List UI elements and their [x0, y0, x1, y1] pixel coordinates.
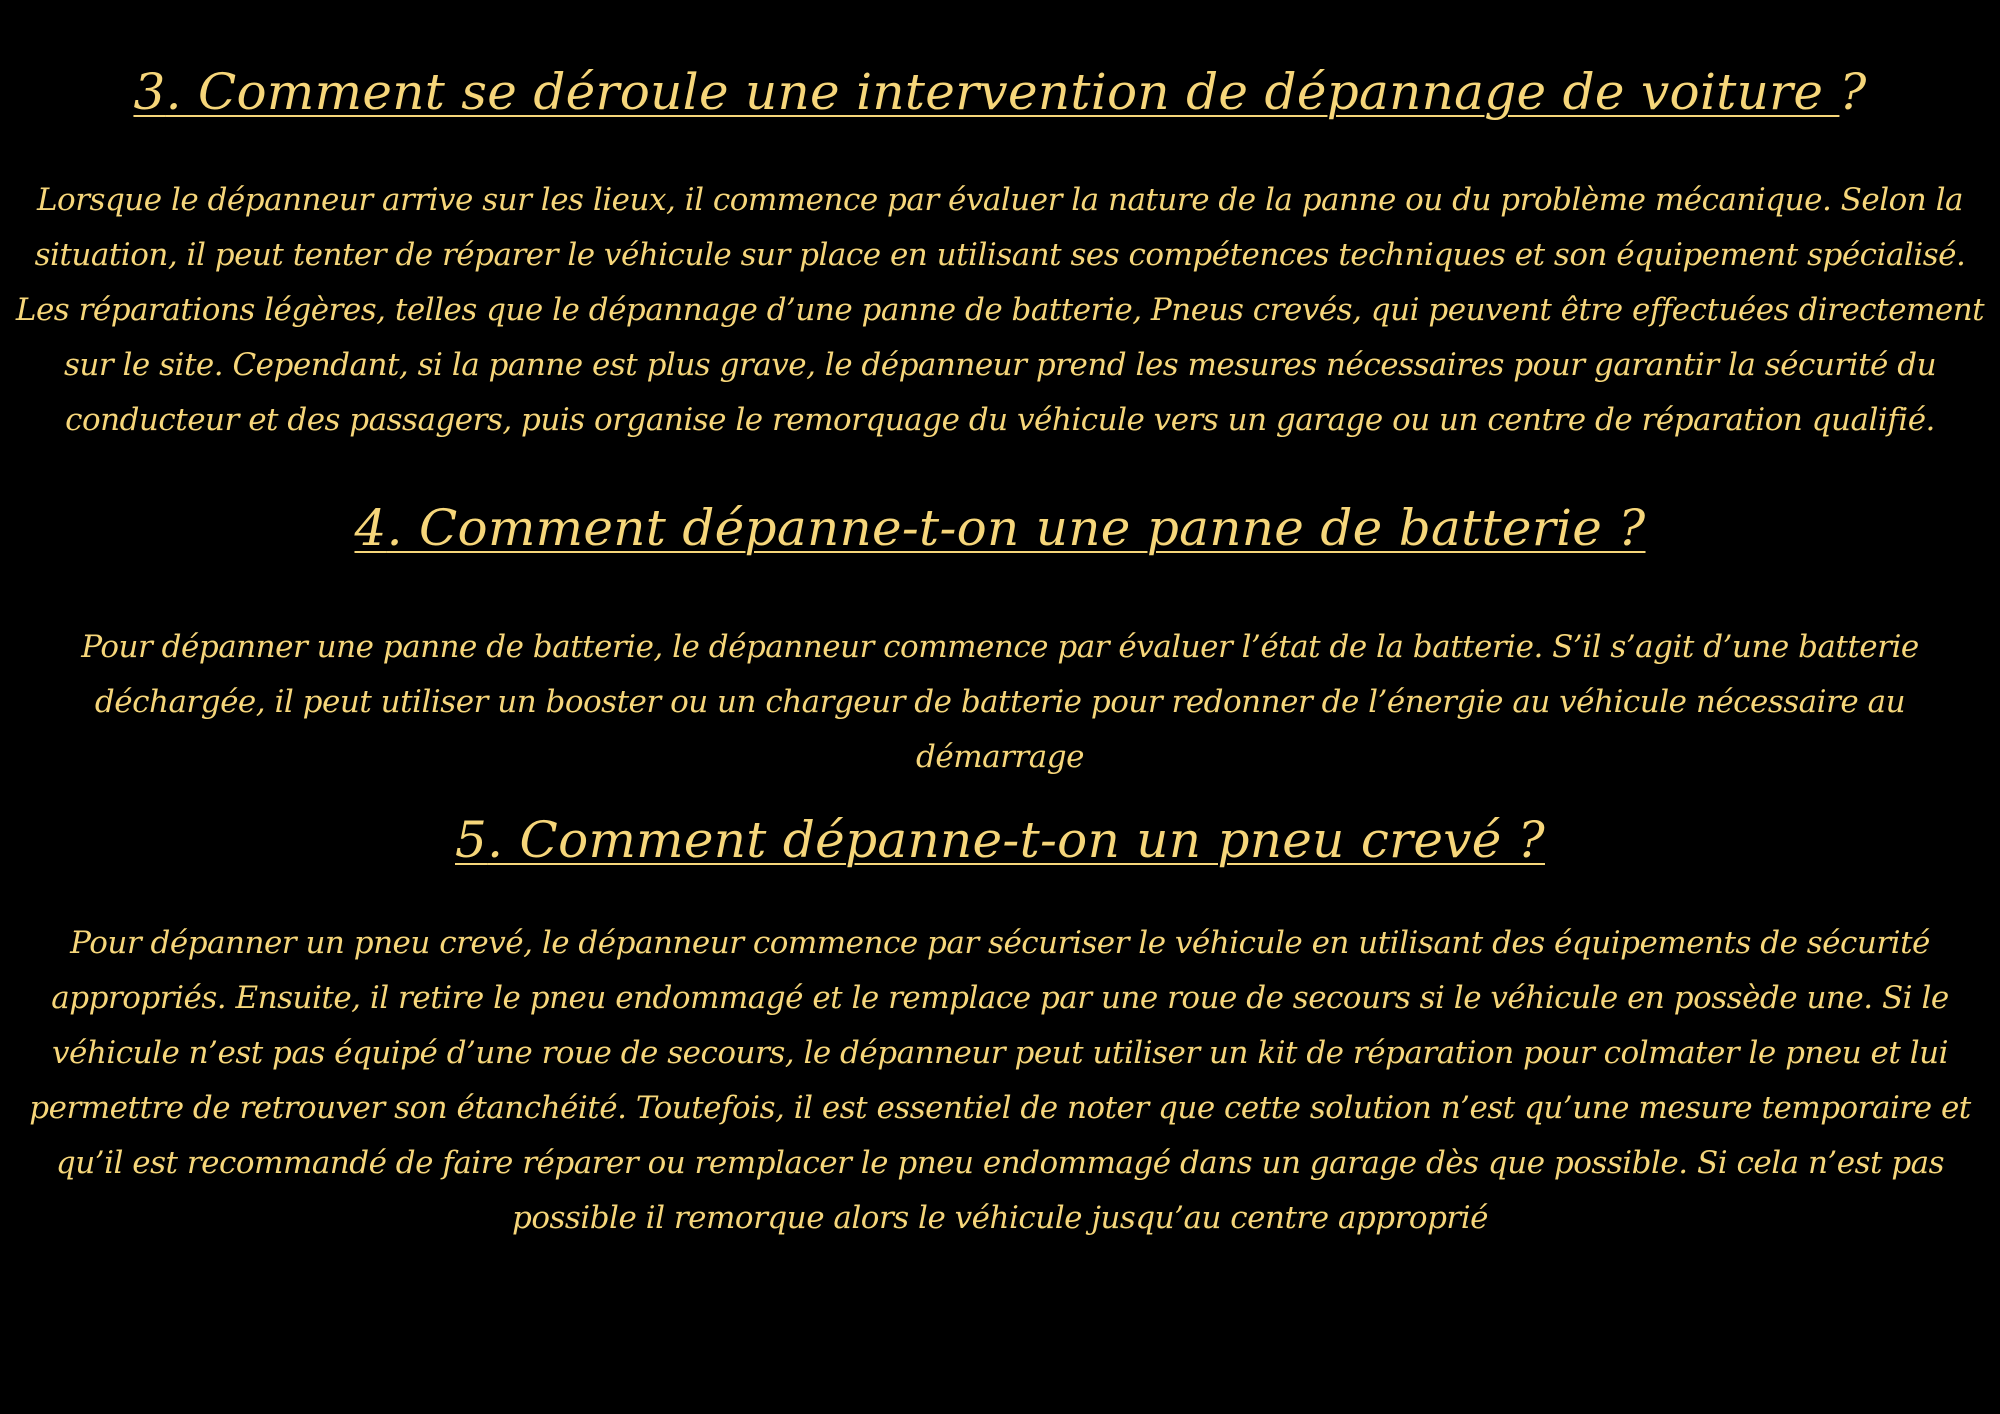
- section-3-heading: [0, 62, 2000, 122]
- section-5-paragraph: Pour dépanner un pneu crevé, le dépanneur commence par sécuriser le véhicule en utilisant des équipements de sécurité appropriés. Ensuite, il retire le pneu endommagé et le remplace par une roue de secours si le véhicule en possède une. Si le véhicule n’est pas équipé d’une roue de secours, le dépanneur peut utiliser un kit de réparation pour colmater le pneu et lui permettre de retrouver son étanchéité. Toutefois, il est essentiel de noter que cette solution n’est qu’une mesure temporaire et qu’il est recommandé de faire réparer ou remplacer le pneu endommagé dans un garage dès que possible. Si cela n’est pas possible il remorque alors le véhicule jusqu’au centre approprié: [29, 925, 1971, 1236]
- section-3-number: 3: [133, 63, 166, 121]
- section-5-title: . Comment dépanne-t-on un pneu crevé ?: [487, 811, 1545, 869]
- section-4-heading: [0, 498, 2000, 558]
- section-5-heading: [0, 810, 2000, 870]
- section-4-heading-block: [0, 498, 2000, 558]
- section-3-title: . Comment se déroule une intervention de dépannage de voiture: [165, 63, 1840, 121]
- section-4-title: . Comment dépanne-t-on une panne de batterie ?: [386, 499, 1646, 557]
- section-5-paragraph-block: [0, 916, 2000, 1246]
- section-4-paragraph: Pour dépanner une panne de batterie, le dépanneur commence par évaluer l’état de la batterie. S’il s’agit d’une batterie déchargée, il peut utiliser un booster ou un chargeur de batterie pour redonner de l’énergie au véhicule nécessaire au démarrage: [81, 629, 1919, 775]
- section-3-heading-block: [0, 62, 2000, 122]
- section-4-number: 4: [354, 499, 387, 557]
- section-4-paragraph-block: [0, 620, 2000, 785]
- section-5-number: 5: [455, 811, 488, 869]
- section-3-paragraph: Lorsque le dépanneur arrive sur les lieux, il commence par évaluer la nature de la panne ou du problème mécanique. Selon la situation, il peut tenter de réparer le véhicule sur place en utilisant ses compétences techniques et son équipement spécialisé. Les réparations légères, telles que le dépannage d’une panne de batterie, Pneus crevés, qui peuvent être effectuées directement sur le site. Cependant, si la panne est plus grave, le dépanneur prend les mesures nécessaires pour garantir la sécurité du conducteur et des passagers, puis organise le remorquage du véhicule vers un garage ou un centre de réparation qualifié.: [15, 182, 1985, 438]
- section-3-paragraph-block: [0, 173, 2000, 448]
- section-5-heading-block: [0, 810, 2000, 870]
- section-3-question-mark: ?: [1839, 63, 1867, 121]
